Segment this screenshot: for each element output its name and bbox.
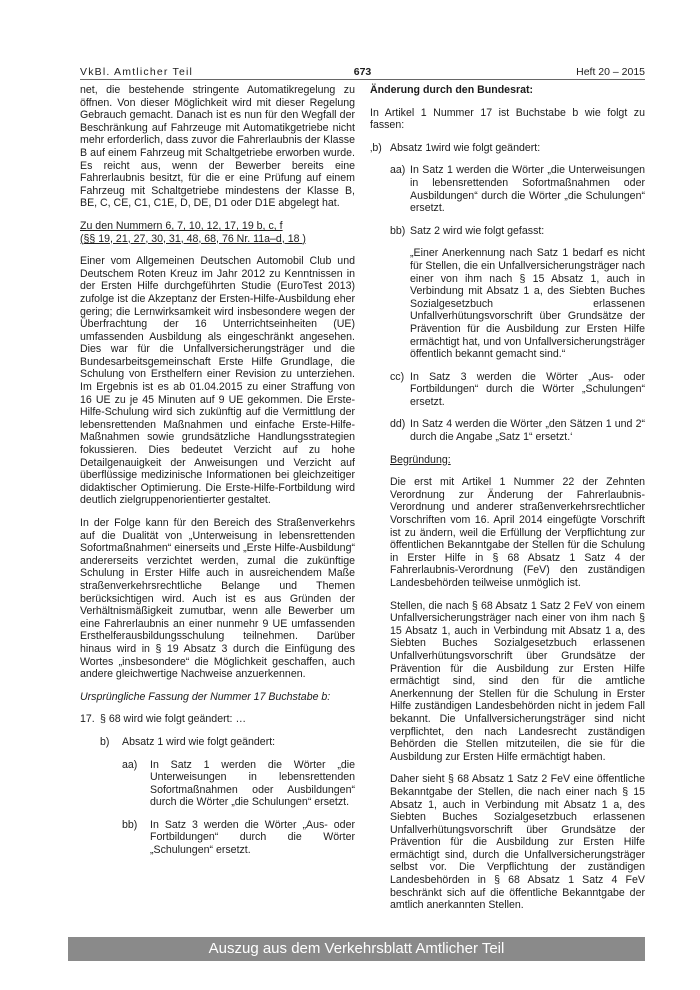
paragraph: Daher sieht § 68 Absatz 1 Satz 2 FeV eine öffentliche Bekanntgabe der Stellen, die nach einer nach § 15 Absatz 1, auch in Verbindung mit Absatz 1 a, des Siebten Buches Sozialgesetzbuch erlassenen Unfallverhütungsvorschrift über Grundsätze der Prävention für die Ausbildung zur Ersten Hilfe ermächtigt sind, durch die Unfallversicherungsträger selbst vor. Die Verpflichtung der zuständigen Landesbehörden in § 68 Absatz 1 Satz 4 FeV beschränkt sich auf die öffentliche Bekanntgabe der amtlich anerkannten Stellen. [390,773,645,912]
item-label: b) [100,735,110,748]
list-item [122,819,355,857]
paragraph: net, die bestehende stringente Automatikregelung zu öffnen. Von dieser Möglichkeit wird mit dieser Regelung Gebrauch gemacht. Danach ist es nun für den Wegfall der Beschränkung auf Fahrzeuge mit Automatikgetriebe nicht mehr erforderlich, dass zuvor die Fahrerlaubnis der Klasse B auf einem Fahrzeug mit Schaltgetriebe erworben wurde. Es reicht aus, wenn der Bewerber bereits eine Fahrerlaubnis besitzt, für die er eine Prüfung auf einem Fahrzeug mit Schaltgetriebe mindestens der Klasse B, BE, C, CE, C1, C1E, D, DE, D1 oder D1E abgelegt hat. [80,84,355,210]
issue-label: Heft 20 – 2015 [576,66,645,78]
paragraph: Einer vom Allgemeinen Deutschen Automobil Club und Deutschem Roten Kreuz im Jahr 2012 zu Kenntnissen in der Ersten Hilfe durchgeführten Studie (EuroTest 2013) zufolge ist die Akzeptanz der Ersten-Hilfe-Ausbildung eher gering; die Lernwirksamkeit wird insbesondere wegen der Überfrachtung der 16 Unterrichtseinheiten (UE) umfassenden Ausbildung als eingeschränkt angesehen. Dies war für die Unfallversicherungsträger und die Bundesarbeitsgemeinschaft Erste Hilfe Grundlage, die Schulung von Ersthelfern einer Revision zu unterziehen. Im Ergebnis ist es ab 01.04.2015 zu einer Straffung von 16 UE zu je 45 Minuten auf 9 UE gekommen. Die Erste-Hilfe-Schulung wird sich zukünftig auf die Vermittlung der lebensrettenden Maßnahmen und einfache Erste-Hilfe-Maßnahmen sowie grundsätzliche Handlungsstrategien fokussieren. Dies bedeutet Verzicht auf zu hohe Detailgenauigkeit der Anweisungen und Verzicht auf überflüssige medizinische Informationen bei gleichzeitiger didaktischer Optimierung. Die Erste-Hilfe-Fortbildung wird deutlich zielgruppenorientierter gestaltet. [80,255,355,507]
section-heading: Änderung durch den Bundesrat: [370,84,534,96]
item-label: ‚b) [370,141,382,154]
left-column [80,84,355,867]
item-text: § 68 wird wie folgt geändert: … [100,713,247,726]
subheading-line: Zu den Nummern 6, 7, 10, 12, 17, 19 b, c, f [80,219,283,232]
item-text: Absatz 1 wird wie folgt geändert: [122,735,276,748]
subheading-line: (§§ 19, 21, 27, 30, 31, 48, 68, 76 Nr. 11a–d, 18 ) [80,232,306,245]
item-text: In Satz 3 werden die Wörter „Aus- oder Fortbildungen“ durch die Wörter „Schulungen“ ersetzt. [410,370,645,408]
journal-title: VkBl. Amtlicher Teil [80,66,194,78]
quoted-text: „Einer Anerkennung nach Satz 1 bedarf es nicht für Stellen, die ein Unfallversicherungsträger nach einer von ihm nach § 15 Absatz 1, auch in Verbindung mit Absatz 1 a, des Siebten Buches Sozialgesetzbuch erlassenen Unfallverhütungsvorschrift über Grundsätze der Prävention für die Ausbildung zur Ersten Hilfe ermächtigt hat, und von Unfallversicherungsträger öffentlich bekannt gemacht sind.“ [410,247,645,361]
item-text: Absatz 1wird wie folgt geändert: [390,141,541,154]
list-item [80,713,355,726]
item-label: bb) [390,224,406,237]
item-label: aa) [390,164,406,177]
list-item [370,142,645,155]
right-column [370,84,645,922]
page-header [80,66,645,84]
italic-heading: Ursprüngliche Fassung der Nummer 17 Buchstabe b: [80,690,331,703]
section-subheading [80,220,355,245]
item-label: bb) [122,818,138,831]
header-divider [80,79,645,80]
list-item [390,418,645,443]
item-text: In Satz 4 werden die Wörter „den Sätzen 1 und 2“ durch die Angabe „Satz 1“ ersetzt.‘ [410,418,645,444]
paragraph: In Artikel 1 Nummer 17 ist Buchstabe b wie folgt zu fassen: [370,106,645,132]
paragraph: Die erst mit Artikel 1 Nummer 22 der Zehnten Verordnung zur Änderung der Fahrerlaubnis-Verordnung und anderer straßenverkehrsrechtlicher Vorschriften vom 16. April 2014 eingefügte Vorschrift ist zu ändern, weil die Erfüllung der Verpflichtung zur öffentlichen Bekanntgabe der Stellen für die Schulung in Erster Hilfe in § 68 Absatz 1 Satz 4 der Fahrerlaubnis-Verordnung (FeV) den zuständigen Landesbehörden teilweise unmöglich ist. [390,476,645,589]
page-number: 673 [353,66,372,78]
list-item [122,759,355,809]
item-text: Satz 2 wird wie folgt gefasst: [410,224,545,237]
list-item [390,371,645,409]
footer-banner: Auszug aus dem Verkehrsblatt Amtlicher Teil [68,937,645,961]
item-text: In Satz 3 werden die Wörter „Aus- oder Fortbildungen“ durch die Wörter „Schulungen“ ersetzt. [150,818,355,857]
item-label: 17. [80,713,95,726]
item-label: cc) [390,370,405,383]
list-item [390,225,645,238]
paragraph: In der Folge kann für den Bereich des Straßenverkehrs auf die Dualität von „Unterweisung in lebensrettenden Sofortmaßnahmen“ einerseits und „Erste Hilfe-Ausbildung“ andererseits verzichtet werden, zumal die zukünftige Schulung in Erster Hilfe auch in ausreichendem Maße straßenverkehrsrechtliche Belange und Themen berücksichtigen wird. Auch ist es aus Gründen der Verhältnismäßigkeit zumutbar, wenn alle Bewerber um eine Fahrerlaubnis an einer nunmehr 9 UE umfassenden Ersthelferausbildungsschulung teilnehmen. Darüber hinaus wird in § 19 Absatz 3 durch die Einfügung des Wortes „insbesondere“ die Möglichkeit geschaffen, auch andere gleichwertige Nachweise anzuerkennen. [80,517,355,681]
begruendung-heading: Begründung: [390,453,451,466]
item-label: dd) [390,418,406,431]
item-text: In Satz 1 werden die Wörter „die Unterweisungen in lebensrettenden Sofortmaßnahmen oder Ausbildungen“ durch die Wörter „die Schulungen“ ersetzt. [410,164,645,215]
list-item [390,164,645,214]
list-item [100,736,355,749]
item-label: aa) [122,758,138,771]
paragraph: Stellen, die nach § 68 Absatz 1 Satz 2 FeV von einem Unfallversicherungsträger nach einer von ihm nach § 15 Absatz 1, auch in Verbindung mit Absatz 1 a, des Siebten Buches Sozialgesetzbuch erlassenen Unfallverhütungsvorschrift über Grundsätze der Prävention für die Ausbildung zur Ersten Hilfe ermächtigt sind, sind den für die amtliche Anerkennung der Stellen für die Schulung in Erster Hilfe zuständigen Landesbehörden nicht in jedem Fall bekannt. Die Unfallversicherungsträger sind nicht verpflichtet, den nach Landesrecht zuständigen Behörden die Stellen mitzuteilen, die sie für die Ausbildung zur Ersten Hilfe ermächtigt haben. [390,599,645,763]
item-text: In Satz 1 werden die Wörter „die Unterweisungen in lebensrettenden Sofortmaßnahmen oder Ausbildungen“ durch die Wörter „die Schulungen“ ersetzt. [150,758,355,809]
